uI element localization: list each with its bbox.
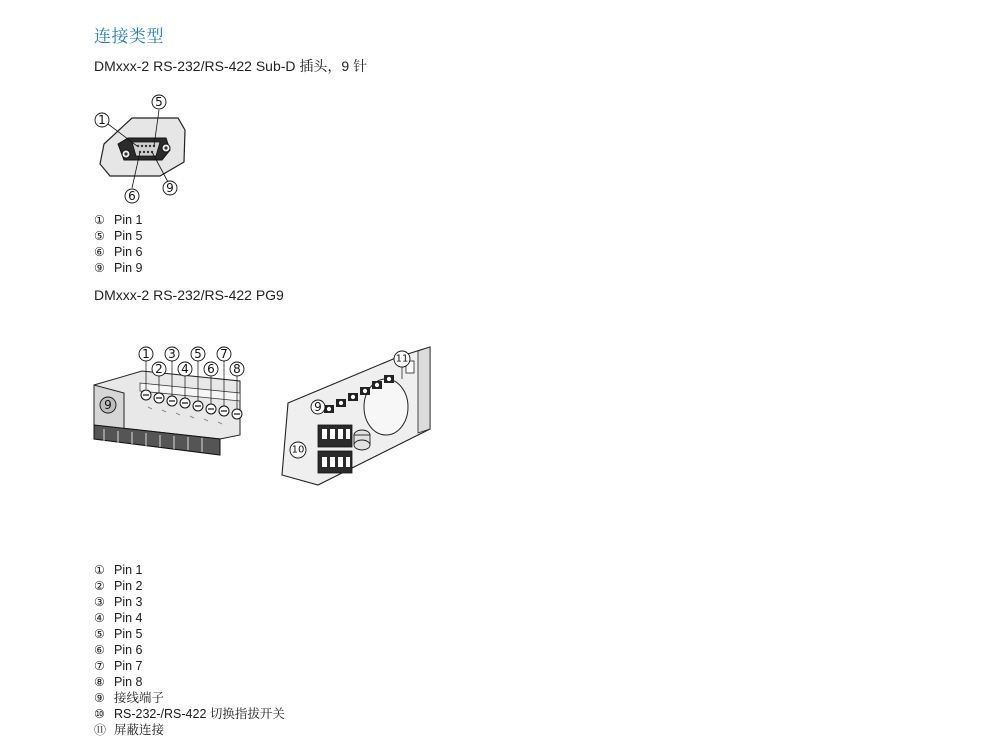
legend-number: ③ (94, 595, 105, 609)
legend-subd (94, 212, 143, 276)
legend-item (94, 690, 285, 706)
legend-label: Pin 5 (114, 627, 143, 641)
callout-9: 9 (314, 400, 322, 414)
legend-number: ⑨ (94, 691, 105, 705)
callout-1: 1 (142, 347, 150, 361)
legend-label: Pin 5 (114, 229, 143, 243)
legend-number: ⑩ (94, 707, 105, 721)
callout-11: 11 (395, 353, 409, 365)
callout-6: 6 (207, 362, 215, 376)
callout-9: 9 (166, 181, 174, 195)
legend-item (94, 658, 285, 674)
legend-label: Pin 4 (114, 611, 143, 625)
legend-number: ⑦ (94, 659, 105, 673)
terminal-block-figure (90, 343, 250, 463)
legend-item (94, 594, 285, 610)
legend-item (94, 610, 285, 626)
legend-number: ⑤ (94, 627, 105, 641)
legend-number: ① (94, 563, 105, 577)
legend-item (94, 642, 285, 658)
legend-number: ⑪ (94, 723, 107, 737)
legend-label: Pin 6 (114, 643, 143, 657)
section-heading-pg9: DMxxx-2 RS-232/RS-422 PG9 (94, 287, 284, 303)
callout-10: 10 (291, 444, 305, 456)
callout-1: 1 (98, 113, 106, 127)
legend-item (94, 706, 285, 722)
section-heading-subd: DMxxx-2 RS-232/RS-422 Sub-D 插头，9 针 (94, 58, 368, 74)
callout-8: 8 (233, 362, 241, 376)
legend-label: Pin 3 (114, 595, 143, 609)
legend-number: ① (94, 213, 105, 227)
legend-number: ⑨ (94, 261, 105, 275)
legend-number: ④ (94, 611, 105, 625)
legend-item (94, 212, 143, 228)
pcb-switch-figure (278, 343, 436, 493)
callout-7: 7 (220, 347, 228, 361)
legend-item (94, 722, 285, 738)
legend-pg9 (94, 562, 285, 738)
legend-item (94, 674, 285, 690)
legend-label: RS-232-/RS-422 切换指拔开关 (114, 707, 285, 721)
legend-item (94, 228, 143, 244)
legend-number: ⑧ (94, 675, 105, 689)
legend-number: ⑥ (94, 245, 105, 259)
legend-label: Pin 9 (114, 261, 143, 275)
legend-label: 屏蔽连接 (114, 723, 165, 737)
callout-6: 6 (128, 189, 136, 203)
legend-item (94, 578, 285, 594)
callout-5: 5 (194, 347, 202, 361)
legend-label: 接线端子 (114, 691, 165, 705)
legend-label: Pin 8 (114, 675, 143, 689)
legend-label: Pin 2 (114, 579, 143, 593)
legend-item (94, 562, 285, 578)
legend-item (94, 626, 285, 642)
callout-9: 9 (104, 398, 112, 412)
legend-label: Pin 1 (114, 563, 143, 577)
callout-5: 5 (155, 95, 163, 109)
legend-label: Pin 6 (114, 245, 143, 259)
legend-label: Pin 1 (114, 213, 143, 227)
callout-4: 4 (181, 362, 189, 376)
page-title: 连接类型 (94, 27, 164, 46)
subd-connector-figure (90, 92, 200, 208)
legend-item (94, 260, 143, 276)
legend-label: Pin 7 (114, 659, 143, 673)
legend-number: ⑥ (94, 643, 105, 657)
callout-2: 2 (155, 362, 163, 376)
legend-number: ② (94, 579, 105, 593)
legend-number: ⑤ (94, 229, 105, 243)
callout-3: 3 (168, 347, 176, 361)
legend-item (94, 244, 143, 260)
